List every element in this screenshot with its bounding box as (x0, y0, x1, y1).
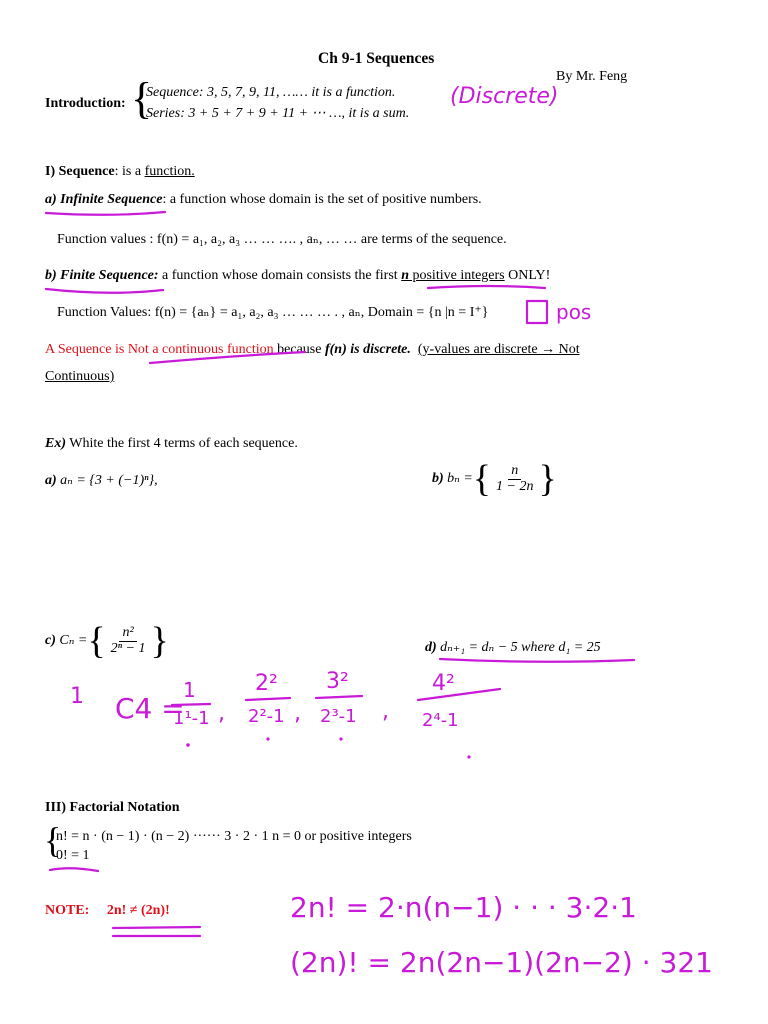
infinite-function-values: Function values : f(n) = a₁, a₂, a₃ … … …. , aₙ, … … are terms of the sequence. (57, 232, 507, 247)
intro-sequence-line: Sequence: 3, 5, 7, 9, 11, …… it is a function. (146, 85, 396, 100)
finite-definition: b) Finite Sequence: a function whose domain consists the first n positive integers ONLY! (45, 268, 551, 283)
page-title: Ch 9-1 Sequences (318, 50, 435, 67)
underline-positive-integers (428, 286, 545, 288)
infinite-definition: a) Infinite Sequence: a function whose domain is the set of positive numbers. (45, 192, 482, 207)
underline-finite (46, 289, 163, 293)
intro-series-line: Series: 3 + 5 + 7 + 9 + 11 + ⋯ …, it is a sum. (146, 106, 410, 121)
example-d: d) dₙ₊₁ = dₙ − 5 where d₁ = 25 (425, 640, 601, 655)
svg-text:1: 1 (183, 678, 196, 702)
not-continuous-statement: A Sequence is Not a continuous function because f(n) is discrete. (y-values are discrete → Not (45, 342, 580, 357)
svg-text:2²-1: 2²-1 (248, 706, 285, 727)
example-c: c) Cₙ ={ $\frac{\text{n²}}{\text{2ⁿ − 1}}$ } (45, 620, 169, 662)
factorial-definition: n! = n · (n − 1) · (n − 2) ······ 3 · 2 · 1 n = 0 or positive integers (56, 829, 412, 844)
handwritten-c4: C4 = (115, 692, 185, 725)
handwritten-discrete: (Discrete) (450, 84, 559, 109)
svg-text:,: , (382, 699, 389, 724)
underline-infinite (46, 212, 165, 215)
intro-label: Introduction: (45, 96, 126, 111)
svg-text:2²: 2² (255, 671, 278, 696)
svg-text:1¹-1: 1¹-1 (173, 708, 210, 729)
example-b: b) bₙ ={ $\frac{n}{1 - 2n}$ } (432, 458, 557, 500)
factorial-brace: { (44, 820, 62, 860)
example-a: a) aₙ = {3 + (−1)ⁿ}, (45, 473, 158, 488)
handwritten-one: 1 (70, 684, 84, 709)
underline-zero-factorial (50, 868, 98, 871)
handwritten-2n-factorial: 2n! = 2·n(n−1) · · · 3·2·1 (290, 891, 637, 924)
handwritten-pos: pos (556, 300, 592, 324)
svg-text:2⁴-1: 2⁴-1 (422, 710, 459, 731)
svg-text:2³-1: 2³-1 (320, 706, 357, 727)
example-instruction: Ex) White the first 4 terms of each sequence. (45, 436, 298, 451)
underline-d-expression (440, 659, 634, 662)
factorial-heading: III) Factorial Notation (45, 800, 180, 815)
section-one-heading: I) Sequence: is a function. (45, 164, 195, 179)
underline-note (113, 927, 200, 928)
intro-brace: { (131, 74, 153, 123)
box-i-plus (527, 301, 547, 323)
zero-factorial: 0! = 1 (56, 848, 90, 863)
not-continuous-line2: Continuous) (45, 369, 115, 384)
handwritten-paren-2n-factorial: (2n)! = 2n(2n−1)(2n−2) · 321 (290, 946, 713, 979)
finite-function-values: Function Values: f(n) = {aₙ} = a₁, a₂, a₃ … … … . , aₙ, Domain = {n |n = I⁺} (57, 305, 489, 320)
svg-text:3²: 3² (326, 669, 349, 694)
svg-text:4²: 4² (432, 671, 455, 696)
factorial-note: NOTE: 2n! ≠ (2n)! (45, 903, 170, 918)
svg-text:,: , (218, 701, 225, 726)
svg-text:,: , (294, 701, 301, 726)
author: By Mr. Feng (556, 69, 628, 84)
